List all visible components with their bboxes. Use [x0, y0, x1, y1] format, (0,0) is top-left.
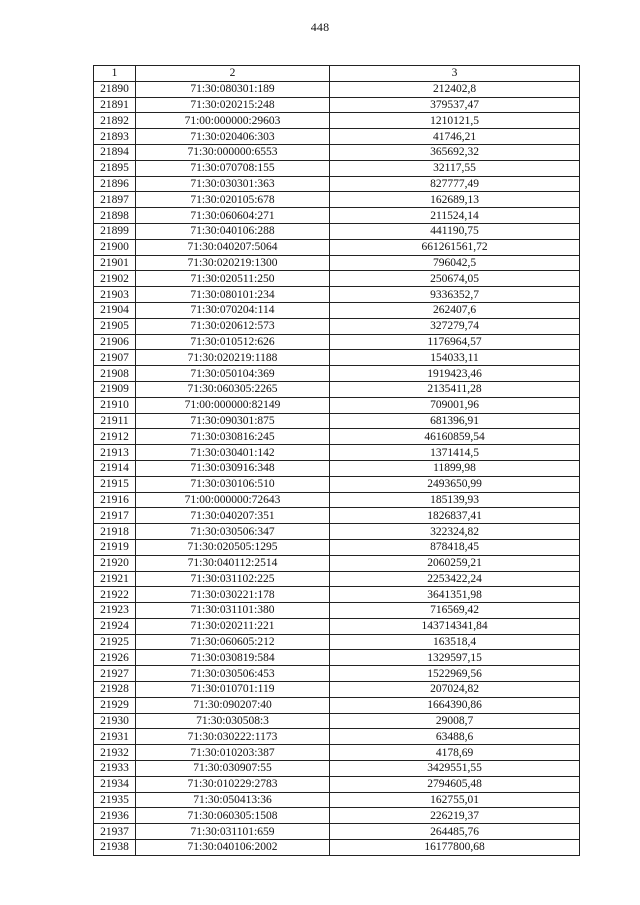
row-number-cell: 21924	[94, 618, 136, 634]
table-row	[94, 81, 580, 97]
table-row	[94, 792, 580, 808]
row-number-cell: 21932	[94, 745, 136, 761]
table-row	[94, 239, 580, 255]
cadastral-number-cell: 71:30:090301:875	[136, 413, 330, 429]
value-cell: 11899,98	[330, 460, 580, 476]
row-number-cell: 21903	[94, 287, 136, 303]
table-row	[94, 761, 580, 777]
value-cell: 143714341,84	[330, 618, 580, 634]
cadastral-number-cell: 71:30:010203:387	[136, 745, 330, 761]
row-number-cell: 21902	[94, 271, 136, 287]
cadastral-number-cell: 71:30:060605:212	[136, 634, 330, 650]
value-cell: 327279,74	[330, 318, 580, 334]
value-cell: 2794605,48	[330, 776, 580, 792]
row-number-cell: 21911	[94, 413, 136, 429]
cadastral-number-cell: 71:30:030508:3	[136, 713, 330, 729]
value-cell: 250674,05	[330, 271, 580, 287]
page-number: 448	[310, 20, 330, 34]
cadastral-number-cell: 71:30:040106:2002	[136, 840, 330, 856]
cadastral-number-cell: 71:30:030301:363	[136, 176, 330, 192]
row-number-cell: 21915	[94, 476, 136, 492]
value-cell: 63488,6	[330, 729, 580, 745]
cadastral-number-cell: 71:30:020511:250	[136, 271, 330, 287]
cadastral-number-cell: 71:00:000000:82149	[136, 397, 330, 413]
row-number-cell: 21919	[94, 539, 136, 555]
value-cell: 3429551,55	[330, 761, 580, 777]
cadastral-number-cell: 71:30:030907:55	[136, 761, 330, 777]
cadastral-number-cell: 71:30:060305:2265	[136, 381, 330, 397]
table-row	[94, 144, 580, 160]
table-row	[94, 129, 580, 145]
value-cell: 2253422,24	[330, 571, 580, 587]
row-number-cell: 21890	[94, 81, 136, 97]
column-header-2: 2	[136, 66, 330, 82]
value-cell: 41746,21	[330, 129, 580, 145]
table-row	[94, 366, 580, 382]
value-cell: 211524,14	[330, 208, 580, 224]
cadastral-number-cell: 71:30:031101:659	[136, 824, 330, 840]
value-cell: 3641351,98	[330, 587, 580, 603]
value-cell: 1371414,5	[330, 445, 580, 461]
table-row	[94, 429, 580, 445]
row-number-cell: 21937	[94, 824, 136, 840]
value-cell: 46160859,54	[330, 429, 580, 445]
value-cell: 9336352,7	[330, 287, 580, 303]
cadastral-number-cell: 71:30:040207:5064	[136, 239, 330, 255]
table-row	[94, 508, 580, 524]
table-header-row	[94, 66, 580, 82]
row-number-cell: 21905	[94, 318, 136, 334]
table-row	[94, 192, 580, 208]
cadastral-number-cell: 71:30:030916:348	[136, 460, 330, 476]
column-header-1: 1	[94, 66, 136, 82]
value-cell: 1176964,57	[330, 334, 580, 350]
table-row	[94, 729, 580, 745]
table-row	[94, 666, 580, 682]
cadastral-number-cell: 71:30:030506:453	[136, 666, 330, 682]
row-number-cell: 21934	[94, 776, 136, 792]
row-number-cell: 21910	[94, 397, 136, 413]
row-number-cell: 21923	[94, 603, 136, 619]
cadastral-number-cell: 71:30:070708:155	[136, 160, 330, 176]
table-row	[94, 539, 580, 555]
table-row	[94, 476, 580, 492]
row-number-cell: 21898	[94, 208, 136, 224]
cadastral-number-cell: 71:30:020219:1300	[136, 255, 330, 271]
row-number-cell: 21895	[94, 160, 136, 176]
row-number-cell: 21933	[94, 761, 136, 777]
value-cell: 441190,75	[330, 223, 580, 239]
table-row	[94, 255, 580, 271]
value-cell: 2060259,21	[330, 555, 580, 571]
cadastral-number-cell: 71:30:010701:119	[136, 682, 330, 698]
value-cell: 796042,5	[330, 255, 580, 271]
value-cell: 207024,82	[330, 682, 580, 698]
cadastral-number-cell: 71:30:000000:6553	[136, 144, 330, 160]
row-number-cell: 21917	[94, 508, 136, 524]
cadastral-number-cell: 71:30:040112:2514	[136, 555, 330, 571]
table-row	[94, 397, 580, 413]
table-row	[94, 176, 580, 192]
row-number-cell: 21908	[94, 366, 136, 382]
row-number-cell: 21901	[94, 255, 136, 271]
cadastral-number-cell: 71:30:020612:573	[136, 318, 330, 334]
table-row	[94, 808, 580, 824]
row-number-cell: 21904	[94, 302, 136, 318]
table-row	[94, 571, 580, 587]
cadastral-number-cell: 71:30:020505:1295	[136, 539, 330, 555]
cadastral-number-cell: 71:30:060305:1508	[136, 808, 330, 824]
cadastral-number-cell: 71:30:030401:142	[136, 445, 330, 461]
cadastral-number-cell: 71:30:020211:221	[136, 618, 330, 634]
value-cell: 1826837,41	[330, 508, 580, 524]
cadastral-number-cell: 71:30:090207:40	[136, 697, 330, 713]
value-cell: 827777,49	[330, 176, 580, 192]
cadastral-number-cell: 71:30:030816:245	[136, 429, 330, 445]
value-cell: 264485,76	[330, 824, 580, 840]
table-row	[94, 713, 580, 729]
row-number-cell: 21925	[94, 634, 136, 650]
value-cell: 1664390,86	[330, 697, 580, 713]
cadastral-number-cell: 71:30:050104:369	[136, 366, 330, 382]
value-cell: 163518,4	[330, 634, 580, 650]
row-number-cell: 21893	[94, 129, 136, 145]
value-cell: 212402,8	[330, 81, 580, 97]
table-row	[94, 302, 580, 318]
value-cell: 322324,82	[330, 524, 580, 540]
row-number-cell: 21894	[94, 144, 136, 160]
table-row	[94, 97, 580, 113]
row-number-cell: 21916	[94, 492, 136, 508]
value-cell: 1919423,46	[330, 366, 580, 382]
row-number-cell: 21897	[94, 192, 136, 208]
value-cell: 878418,45	[330, 539, 580, 555]
cadastral-number-cell: 71:00:000000:29603	[136, 113, 330, 129]
row-number-cell: 21921	[94, 571, 136, 587]
cadastral-number-cell: 71:30:080101:234	[136, 287, 330, 303]
value-cell: 154033,11	[330, 350, 580, 366]
row-number-cell: 21907	[94, 350, 136, 366]
table-row	[94, 350, 580, 366]
cadastral-number-cell: 71:00:000000:72643	[136, 492, 330, 508]
table-row	[94, 223, 580, 239]
value-cell: 32117,55	[330, 160, 580, 176]
value-cell: 709001,96	[330, 397, 580, 413]
row-number-cell: 21896	[94, 176, 136, 192]
row-number-cell: 21900	[94, 239, 136, 255]
table-row	[94, 650, 580, 666]
row-number-cell: 21920	[94, 555, 136, 571]
table-row	[94, 287, 580, 303]
table-row	[94, 318, 580, 334]
cadastral-number-cell: 71:30:020105:678	[136, 192, 330, 208]
row-number-cell: 21935	[94, 792, 136, 808]
value-cell: 661261561,72	[330, 239, 580, 255]
row-number-cell: 21918	[94, 524, 136, 540]
table-row	[94, 334, 580, 350]
table-row	[94, 160, 580, 176]
cadastral-number-cell: 71:30:031102:225	[136, 571, 330, 587]
table-row	[94, 208, 580, 224]
value-cell: 716569,42	[330, 603, 580, 619]
row-number-cell: 21922	[94, 587, 136, 603]
table-row	[94, 824, 580, 840]
row-number-cell: 21913	[94, 445, 136, 461]
value-cell: 4178,69	[330, 745, 580, 761]
table-row	[94, 460, 580, 476]
value-cell: 1522969,56	[330, 666, 580, 682]
row-number-cell: 21892	[94, 113, 136, 129]
row-number-cell: 21929	[94, 697, 136, 713]
row-number-cell: 21936	[94, 808, 136, 824]
row-number-cell: 21926	[94, 650, 136, 666]
row-number-cell: 21912	[94, 429, 136, 445]
row-number-cell: 21891	[94, 97, 136, 113]
value-cell: 29008,7	[330, 713, 580, 729]
table-row	[94, 682, 580, 698]
data-table	[93, 65, 580, 856]
cadastral-number-cell: 71:30:040207:351	[136, 508, 330, 524]
table-row	[94, 634, 580, 650]
cadastral-number-cell: 71:30:040106:288	[136, 223, 330, 239]
value-cell: 379537,47	[330, 97, 580, 113]
table-row	[94, 524, 580, 540]
table-row	[94, 492, 580, 508]
cadastral-number-cell: 71:30:080301:189	[136, 81, 330, 97]
cadastral-number-cell: 71:30:020406:303	[136, 129, 330, 145]
table-row	[94, 776, 580, 792]
table-row	[94, 445, 580, 461]
cadastral-number-cell: 71:30:010229:2783	[136, 776, 330, 792]
cadastral-number-cell: 71:30:020219:1188	[136, 350, 330, 366]
value-cell: 162755,01	[330, 792, 580, 808]
row-number-cell: 21938	[94, 840, 136, 856]
cadastral-number-cell: 71:30:031101:380	[136, 603, 330, 619]
cadastral-number-cell: 71:30:050413:36	[136, 792, 330, 808]
table-row	[94, 113, 580, 129]
row-number-cell: 21930	[94, 713, 136, 729]
value-cell: 185139,93	[330, 492, 580, 508]
cadastral-number-cell: 71:30:020215:248	[136, 97, 330, 113]
table-row	[94, 381, 580, 397]
cadastral-number-cell: 71:30:070204:114	[136, 302, 330, 318]
row-number-cell: 21899	[94, 223, 136, 239]
row-number-cell: 21914	[94, 460, 136, 476]
cadastral-number-cell: 71:30:030106:510	[136, 476, 330, 492]
table-row	[94, 840, 580, 856]
table-row	[94, 697, 580, 713]
value-cell: 1210121,5	[330, 113, 580, 129]
cadastral-number-cell: 71:30:060604:271	[136, 208, 330, 224]
cadastral-number-cell: 71:30:030221:178	[136, 587, 330, 603]
value-cell: 262407,6	[330, 302, 580, 318]
table-row	[94, 745, 580, 761]
value-cell: 162689,13	[330, 192, 580, 208]
value-cell: 1329597,15	[330, 650, 580, 666]
value-cell: 16177800,68	[330, 840, 580, 856]
value-cell: 2135411,28	[330, 381, 580, 397]
cadastral-number-cell: 71:30:030222:1173	[136, 729, 330, 745]
row-number-cell: 21906	[94, 334, 136, 350]
table-row	[94, 603, 580, 619]
value-cell: 226219,37	[330, 808, 580, 824]
value-cell: 365692,32	[330, 144, 580, 160]
table-row	[94, 271, 580, 287]
column-header-3: 3	[330, 66, 580, 82]
row-number-cell: 21928	[94, 682, 136, 698]
table-row	[94, 587, 580, 603]
cadastral-number-cell: 71:30:010512:626	[136, 334, 330, 350]
cadastral-number-cell: 71:30:030506:347	[136, 524, 330, 540]
table-row	[94, 618, 580, 634]
row-number-cell: 21909	[94, 381, 136, 397]
table-row	[94, 413, 580, 429]
table-row	[94, 555, 580, 571]
value-cell: 2493650,99	[330, 476, 580, 492]
value-cell: 681396,91	[330, 413, 580, 429]
row-number-cell: 21931	[94, 729, 136, 745]
row-number-cell: 21927	[94, 666, 136, 682]
cadastral-number-cell: 71:30:030819:584	[136, 650, 330, 666]
table-body	[94, 81, 580, 855]
